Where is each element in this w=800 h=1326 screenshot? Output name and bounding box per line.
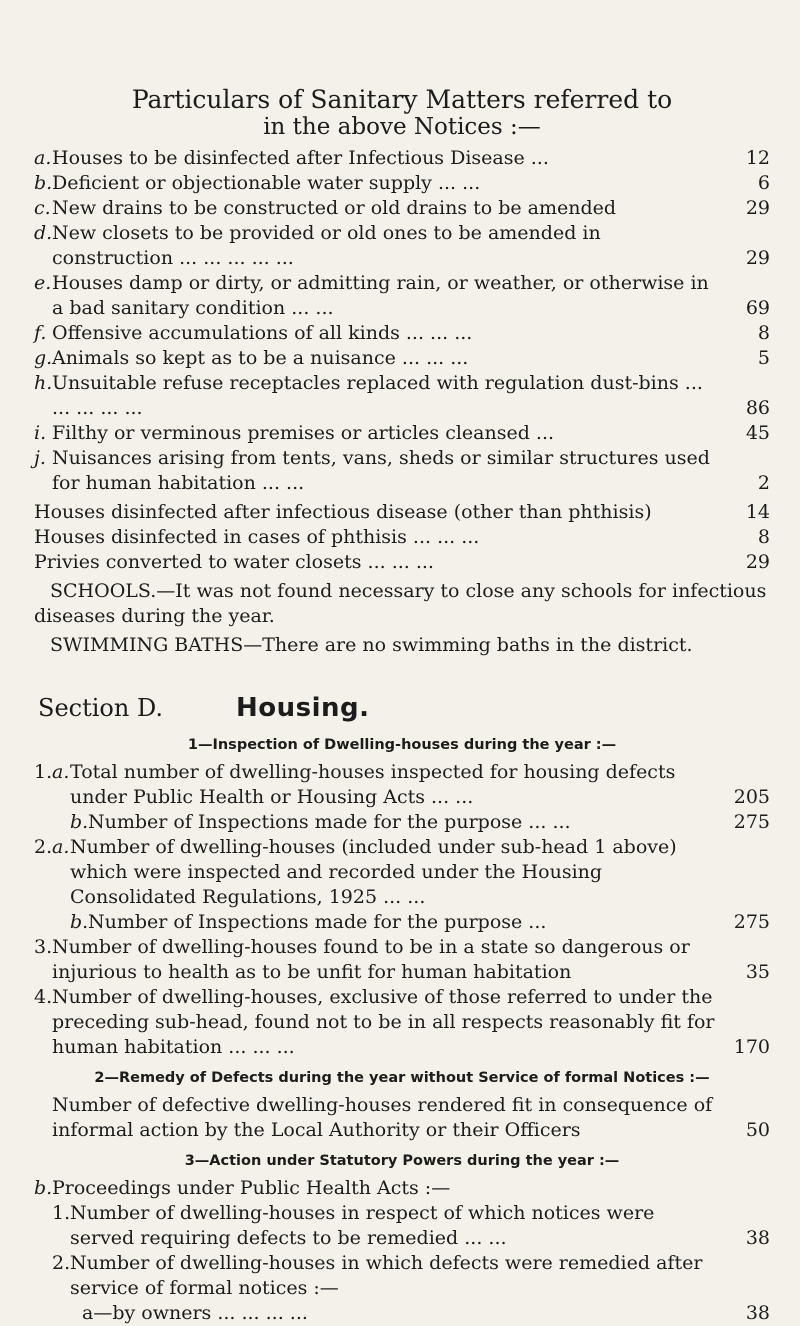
row-text: Privies converted to water closets ... ... ...: [34, 551, 434, 573]
row-text: Animals so kept as to be a nuisance ... ... ...: [52, 347, 469, 369]
row-letter: a.: [52, 836, 70, 858]
row-text: Number of dwelling-houses in respect of which notices were served requiring defects to be remedied ... ...: [70, 1202, 655, 1249]
inspection-row: [34, 760, 770, 810]
row-text: Offensive accumulations of all kinds ... ... ...: [52, 322, 473, 344]
row-text: Number of dwelling-houses in which defects were remedied after service of formal notices :—: [70, 1252, 703, 1299]
row-value: 38: [745, 1227, 770, 1249]
subheading-remedy: 2—Remedy of Defects during the year without Service of formal Notices :—: [94, 1070, 710, 1086]
particular-row: [34, 446, 770, 496]
particular-row: [34, 271, 770, 321]
particular-row: [34, 321, 770, 346]
row-letter: b.: [70, 811, 89, 833]
row-letter: b.: [70, 911, 89, 933]
row-letter: j.: [34, 447, 46, 469]
row-text: Number of dwelling-houses found to be in a state so dangerous or injurious to health as to be unfit for human habitation: [52, 936, 690, 983]
row-number: 1.: [52, 1202, 71, 1224]
row-text: Number of defective dwelling-houses rendered fit in consequence of informal action by the Local Authority or their Officers: [52, 1094, 713, 1141]
row-value: 29: [745, 197, 770, 219]
particular-row: [34, 421, 770, 446]
row-text: Filthy or verminous premises or articles cleansed ...: [52, 422, 555, 444]
section-title: Housing.: [236, 693, 370, 723]
row-text: Total number of dwelling-houses inspected for housing defects under Public Health or Housing Acts ... ...: [70, 761, 676, 808]
statutory-row: [34, 1201, 770, 1251]
row-value: 275: [733, 811, 770, 833]
row-text: Houses damp or dirty, or admitting rain, or weather, or otherwise in a bad sanitary condition ... ...: [52, 272, 709, 319]
other-row: [34, 500, 770, 525]
row-value: 14: [745, 501, 770, 523]
row-letter: a.: [52, 761, 70, 783]
row-text: Number of dwelling-houses, exclusive of those referred to under the preceding sub-head, found not to be in all respects reasonably fit for human habitation ... ... ...: [52, 986, 715, 1058]
row-letter: f.: [34, 322, 47, 344]
remedy-row: [34, 1093, 770, 1143]
other-rows-list: [34, 500, 770, 575]
row-text: Houses disinfected after infectious disease (other than phthisis): [34, 501, 652, 523]
row-value: 8: [757, 526, 770, 548]
row-text: Nuisances arising from tents, vans, sheds or similar structures used for human habitation ... ...: [52, 447, 710, 494]
row-letter: b.: [34, 172, 53, 194]
other-row: [34, 525, 770, 550]
row-text: Unsuitable refuse receptacles replaced with regulation dust-bins ... ... ... ... ...: [52, 372, 703, 419]
row-value: 45: [745, 422, 770, 444]
row-text: New drains to be constructed or old drains to be amended: [52, 197, 617, 219]
statutory-b-row: [34, 1176, 770, 1201]
particular-row: [34, 171, 770, 196]
other-row: [34, 550, 770, 575]
row-text: New closets to be provided or old ones to be amended in construction ... ... ... ... ...: [52, 222, 601, 269]
particular-row: [34, 196, 770, 221]
row-text: Houses to be disinfected after Infectious Disease ...: [52, 147, 549, 169]
particular-row: [34, 371, 770, 421]
row-text: Proceedings under Public Health Acts :—: [52, 1177, 451, 1199]
row-value: 6: [757, 172, 770, 194]
swimming-paragraph: SWIMMING BATHS—There are no swimming baths in the district.: [50, 634, 693, 656]
row-text: Number of dwelling-houses (included under sub-head 1 above) which were inspected and recorded under the Housing Consolidated Regulations, 1925 ... ...: [70, 836, 677, 908]
row-text: a—by owners ... ... ... ...: [82, 1302, 308, 1324]
particular-row: [34, 221, 770, 271]
schools-paragraph: SCHOOLS.—It was not found necessary to close any schools for infectious diseases during the year.: [34, 580, 767, 627]
row-letter: g.: [34, 347, 53, 369]
particulars-list: [34, 146, 770, 496]
statutory-list: [34, 1201, 770, 1301]
subheading-inspection: 1—Inspection of Dwelling-houses during the year :—: [187, 737, 617, 753]
row-letter: b.: [34, 1177, 53, 1199]
particular-row: [34, 346, 770, 371]
row-value: 69: [745, 297, 770, 319]
row-number: 2.: [52, 1252, 71, 1274]
inspection-row: [34, 810, 770, 835]
inspection-row: [34, 935, 770, 985]
row-value: 5: [757, 347, 770, 369]
row-number: 4.: [34, 986, 53, 1008]
inspection-list: [34, 760, 770, 1060]
row-letter: d.: [34, 222, 53, 244]
row-letter: e.: [34, 272, 52, 294]
inspection-row: [34, 910, 770, 935]
inspection-row: [34, 985, 770, 1060]
row-value: 35: [745, 961, 770, 983]
inspection-row: [34, 835, 770, 910]
section-heading: [34, 693, 770, 723]
row-number: 2.: [34, 836, 53, 858]
row-letter: c.: [34, 197, 51, 219]
row-text: Number of Inspections made for the purpose ... ...: [88, 811, 571, 833]
row-value: 8: [757, 322, 770, 344]
row-text: Number of Inspections made for the purpose ...: [88, 911, 547, 933]
row-value: 2: [757, 472, 770, 494]
row-text: Houses disinfected in cases of phthisis ... ... ...: [34, 526, 480, 548]
statutory-row: [34, 1251, 770, 1301]
row-value: 86: [745, 397, 770, 419]
row-value: 275: [733, 911, 770, 933]
subheading-statutory: 3—Action under Statutory Powers during the year :—: [184, 1153, 620, 1169]
row-letter: a.: [34, 147, 52, 169]
page-subtitle: in the above Notices :—: [263, 114, 541, 140]
row-value: 29: [745, 247, 770, 269]
row-value: 50: [745, 1119, 770, 1141]
section-label: Section D.: [38, 694, 163, 722]
row-text: Deficient or objectionable water supply ... ...: [52, 172, 481, 194]
row-letter: i.: [34, 422, 47, 444]
row-value: 12: [745, 147, 770, 169]
row-number: 1.: [34, 761, 53, 783]
row-value: 205: [733, 786, 770, 808]
row-number: 3.: [34, 936, 53, 958]
particular-row: [34, 146, 770, 171]
row-value: 38: [745, 1302, 770, 1324]
row-value: 170: [733, 1036, 770, 1058]
page-title: Particulars of Sanitary Matters referred to: [131, 85, 673, 114]
row-letter: h.: [34, 372, 53, 394]
row-value: 29: [745, 551, 770, 573]
